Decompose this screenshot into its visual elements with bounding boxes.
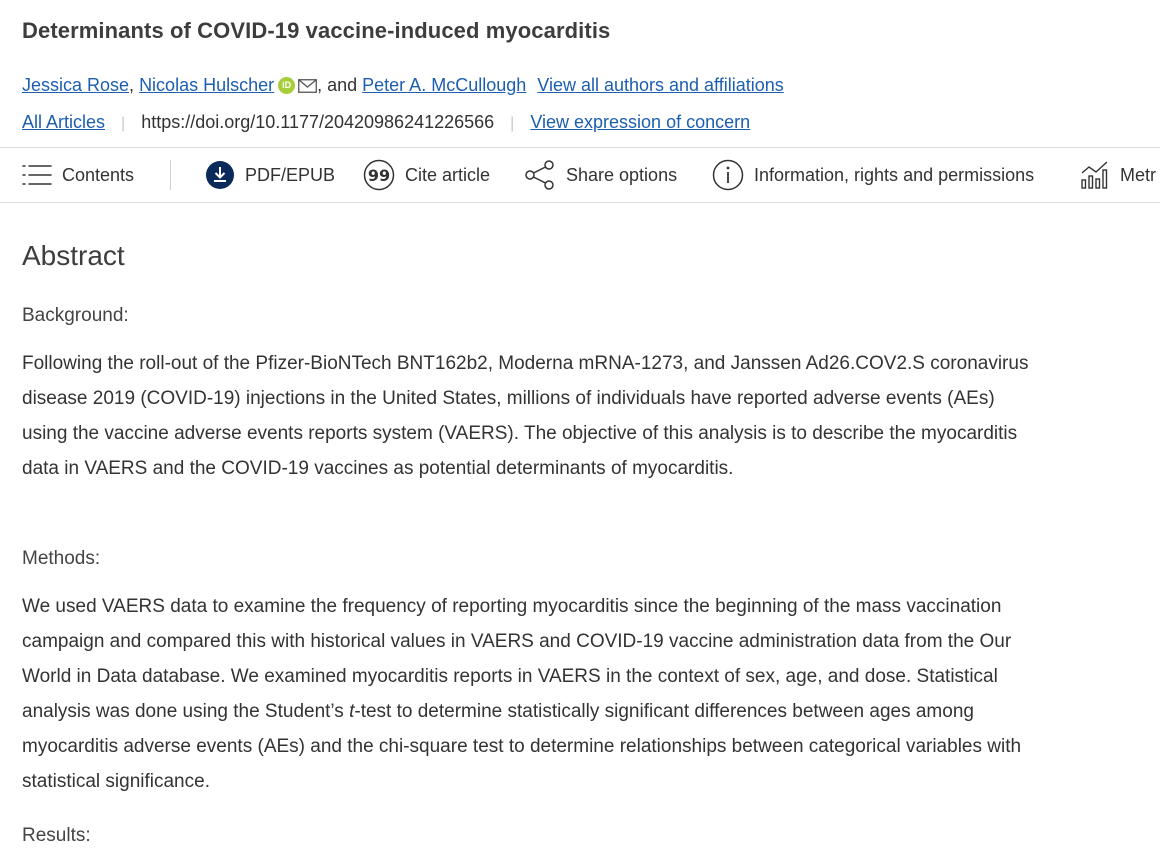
orcid-icon[interactable]: iD <box>278 77 295 94</box>
cite-article-label: Cite article <box>405 164 491 185</box>
metrics-button[interactable] <box>1080 148 1156 202</box>
author-list <box>22 75 784 98</box>
meta-separator: | <box>121 115 126 132</box>
author-link-hulscher[interactable]: Nicolas Hulscher <box>139 75 275 95</box>
menu-icon <box>22 163 52 187</box>
author-link-mccullough[interactable]: Peter A. McCullough <box>362 75 527 95</box>
contents-button[interactable] <box>22 148 134 202</box>
author-separator: , <box>129 75 140 95</box>
article-title: Determinants of COVID-19 vaccine-induced myocarditis <box>22 18 611 43</box>
download-icon <box>205 160 235 190</box>
background-heading: Background: <box>22 305 129 326</box>
share-options-button[interactable] <box>524 148 677 202</box>
pdf-epub-label: PDF/EPUB <box>245 164 336 185</box>
background-paragraph: Following the roll-out of the Pfizer-BioNTech BNT162b2, Moderna mRNA-1273, and Janssen Ad26.COV2.S coronavirus disease 2019 (COVID-19) injections in the United States, millions of individuals have reported adverse events (AEs) using the vaccine adverse events reports system (VAERS). The objective of this analysis is to describe the myocarditis data in VAERS and the COVID-19 vaccines as potential determinants of myocarditis. <box>22 353 1029 479</box>
svg-text:99: 99 <box>367 166 391 185</box>
author-link-rose[interactable]: Jessica Rose <box>22 75 130 95</box>
mail-icon[interactable] <box>298 77 317 98</box>
results-heading: Results: <box>22 825 91 846</box>
contents-label: Contents <box>62 164 135 185</box>
methods-text: -test to determine statistically significant differences between ages among myocarditis adverse events (AEs) and the chi-square test to determine relationships between categorical variables with statistical significance. <box>22 701 1022 792</box>
metrics-label: Metr <box>1120 164 1156 185</box>
quote-icon <box>363 159 395 191</box>
t-test-italic: t <box>349 701 355 722</box>
meta-separator: | <box>510 115 515 132</box>
share-icon <box>524 159 556 191</box>
author-separator: , and <box>317 75 363 95</box>
toolbar-divider <box>170 160 171 190</box>
info-icon <box>712 159 744 191</box>
view-all-authors-link[interactable]: View all authors and affiliations <box>537 75 784 95</box>
abstract-heading: Abstract <box>22 240 125 271</box>
article-toolbar <box>0 147 1160 203</box>
methods-text: We used VAERS data to examine the frequency of reporting myocarditis since the beginning of the mass vaccination campaign and compared this with historical values in VAERS and COVID-19 vaccine administration data from the Our World in Data database. We examined myocarditis reports in VAERS in the context of sex, age, and dose. Statistical analysis was done using the Student’s <box>22 596 1012 722</box>
methods-heading: Methods: <box>22 548 101 569</box>
information-rights-label: Information, rights and permissions <box>754 164 1035 185</box>
article-meta <box>22 112 750 133</box>
doi-text[interactable]: https://doi.org/10.1177/20420986241226566 <box>141 112 495 132</box>
pdf-epub-button[interactable] <box>205 148 335 202</box>
information-rights-button[interactable] <box>712 148 1034 202</box>
expression-of-concern-link[interactable]: View expression of concern <box>530 112 751 132</box>
cite-article-button[interactable] <box>363 148 490 202</box>
all-articles-link[interactable]: All Articles <box>22 112 106 132</box>
methods-paragraph <box>22 589 1037 799</box>
bar-chart-icon <box>1080 160 1110 190</box>
share-options-label: Share options <box>566 164 678 185</box>
